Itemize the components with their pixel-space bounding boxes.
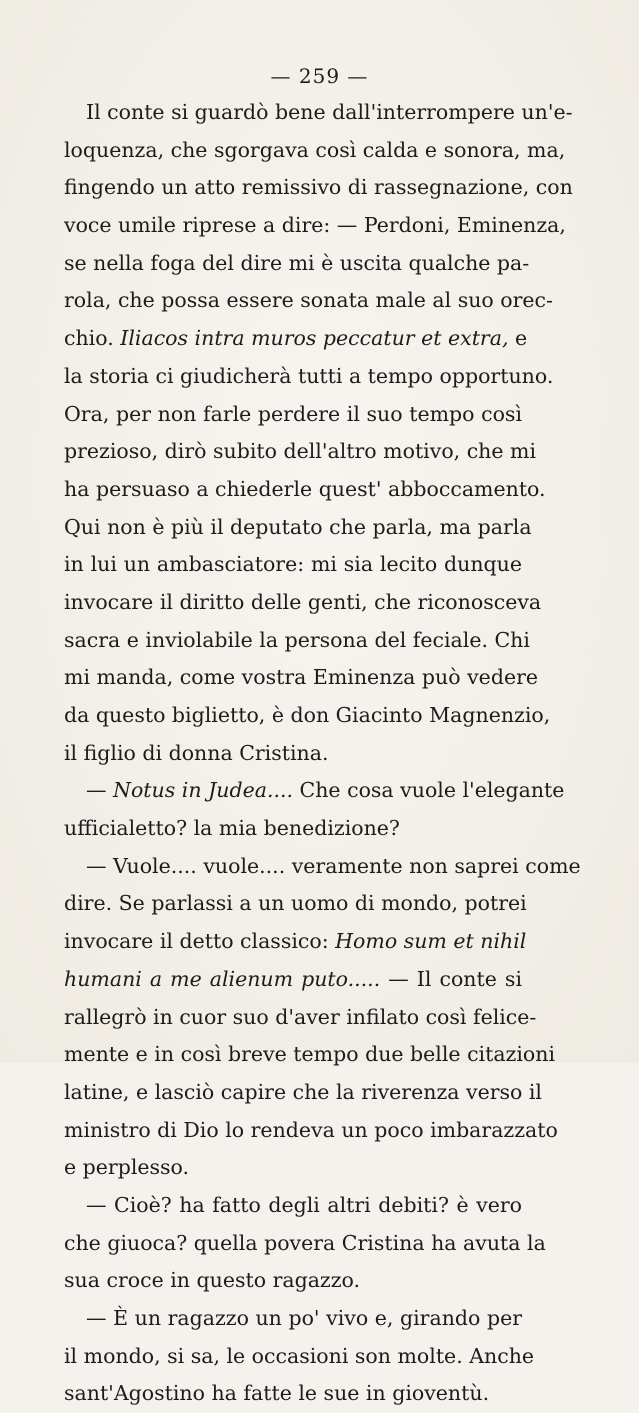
text-segment: Che cosa vuole l'elegante (293, 778, 565, 803)
text-line: mente e in così breve tempo due belle citazioni (64, 1042, 556, 1067)
text-line: Ora, per non farle perdere il suo tempo così (64, 401, 522, 426)
text-line: rallegrò in cuor suo d'aver infilato così felice- (64, 1004, 537, 1029)
text-line: latine, e lasciò capire che la riverenza verso il (64, 1079, 542, 1104)
text-segment: chio. (64, 326, 121, 351)
text-line: rola, che possa essere sonata male al suo orec- (64, 288, 553, 313)
text-line: da questo biglietto, è don Giacinto Magnenzio, (64, 703, 551, 727)
text-line: la storia ci giudicherà tutti a tempo opportuno. (64, 363, 554, 388)
text-line: ufficialetto? la mia benedizione? (64, 816, 400, 841)
text-line: il figlio di donna Cristina. (64, 740, 329, 765)
text-line: invocare il diritto delle genti, che riconosceva (64, 589, 542, 614)
text-line: in lui un ambasciatore: mi sia lecito dunque (64, 552, 522, 577)
body-text (64, 94, 581, 1413)
text-line: mi manda, come vostra Eminenza può vedere (64, 665, 539, 690)
text-segment: — Il conte si (380, 966, 522, 991)
text-line: il mondo, si sa, le occasioni son molte. Anche (64, 1343, 535, 1368)
text-line: fingendo un atto remissivo di rassegnazione, con (64, 175, 573, 200)
text-line: loquenza, che sgorgava così calda e sonora, ma, (64, 137, 566, 162)
text-segment: e (508, 326, 528, 351)
text-line: Il conte si guardò bene dall'interrompere un'e- (86, 100, 573, 124)
italic-quote: humani a me alienum puto..... (64, 966, 381, 991)
page-number: — 259 — (270, 64, 369, 88)
text-line (64, 923, 527, 961)
text-line: Qui non è più il deputato che parla, ma parla (64, 514, 532, 539)
text-line: sacra e inviolabile la persona del feciale. Chi (64, 627, 530, 652)
text-segment: invocare il detto classico: (64, 929, 336, 954)
text-line: che giuoca? quella povera Cristina ha avuta la (64, 1230, 546, 1255)
italic-quote: Iliacos intra muros peccatur et extra, (120, 326, 509, 351)
text-line: ministro di Dio lo rendeva un poco imbarazzato (64, 1117, 558, 1142)
text-line: — Cioè? ha fatto degli altri debiti? è vero (86, 1192, 522, 1217)
text-segment: — (86, 778, 114, 803)
text-line (64, 961, 522, 999)
text-line: e perplesso. (64, 1155, 190, 1180)
text-line: dire. Se parlassi a un uomo di mondo, potrei (64, 891, 527, 916)
text-line: se nella foga del dire mi è uscita qualche pa- (64, 250, 530, 275)
text-line: sua croce in questo ragazzo. (64, 1268, 361, 1293)
text-line: ha persuaso a chiederle quest' abboccamento. (64, 476, 546, 501)
text-line: — Vuole.... vuole.... veramente non saprei come (86, 853, 581, 878)
italic-quote: Homo sum et nihil (335, 929, 527, 954)
text-line: prezioso, dirò subito dell'altro motivo, che mi (64, 439, 537, 464)
text-line: sant'Agostino ha fatte le sue in gioventù. (64, 1381, 490, 1406)
text-line (64, 772, 565, 810)
text-line (64, 320, 528, 358)
text-line: voce umile riprese a dire: — Perdoni, Eminenza, (64, 213, 566, 238)
italic-quote: Notus in Judea.... (113, 778, 294, 803)
text-line: — È un ragazzo un po' vivo e, girando per (86, 1306, 522, 1330)
